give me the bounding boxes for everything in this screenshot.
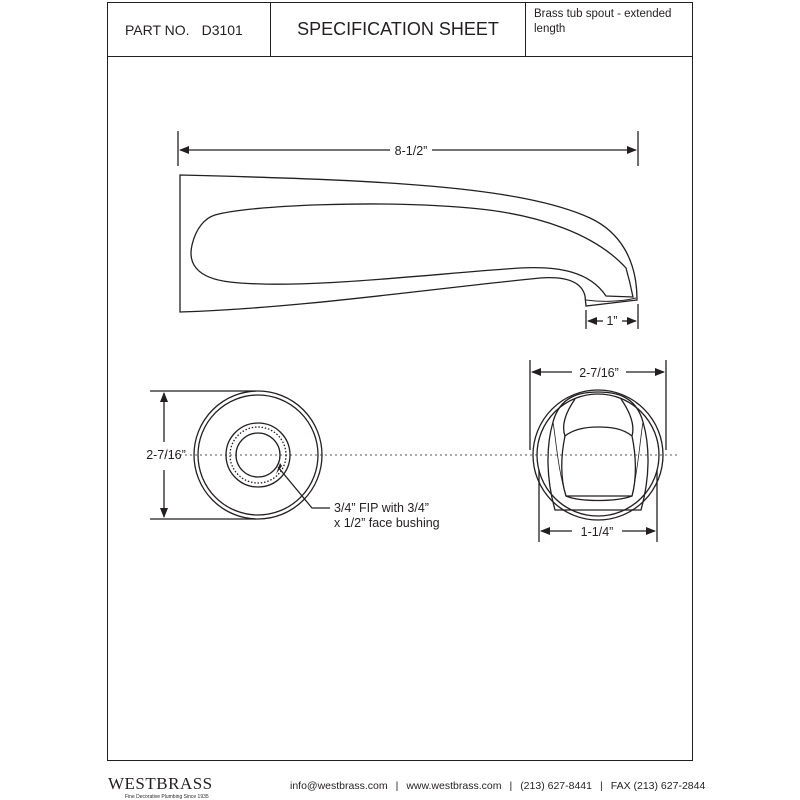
contact-website[interactable]: www.westbrass.com — [406, 780, 502, 792]
label-flange-height: 2-7/16” — [146, 448, 186, 462]
label-outlet-width: 1” — [606, 314, 618, 328]
part-number: D3101 — [201, 21, 243, 38]
brand-tagline: Fine Decorative Plumbing Since 1935 — [125, 794, 209, 800]
footer — [108, 772, 706, 800]
contact-email[interactable]: info@westbrass.com — [290, 780, 388, 792]
flange-rear-view — [194, 391, 322, 519]
part-label: PART NO. — [125, 21, 190, 38]
sheet-title: SPECIFICATION SHEET — [297, 19, 499, 39]
label-front-width-top: 2-7/16” — [579, 366, 619, 380]
contact-phone: (213) 627-8441 — [520, 780, 592, 792]
contact-fax: FAX (213) 627-2844 — [610, 780, 706, 792]
description-line-1: Brass tub spout - extended — [534, 8, 672, 20]
label-bushing-line-2: x 1/2” face bushing — [334, 516, 440, 530]
spout-front-view — [533, 390, 663, 520]
brand-logo: WESTBRASS — [108, 774, 213, 793]
bushing-leader-line — [278, 467, 330, 508]
description-line-2: length — [534, 23, 566, 35]
spout-side-view — [180, 175, 637, 312]
contact-info: info@westbrass.com | www.westbrass.com | (213) 627-8441 | FAX (213) 627-2844 — [290, 780, 706, 792]
label-front-width-bottom: 1-1/4” — [580, 525, 614, 539]
label-overall-length: 8-1/2” — [394, 144, 428, 158]
label-bushing-line-1: 3/4” FIP with 3/4” — [334, 501, 429, 515]
